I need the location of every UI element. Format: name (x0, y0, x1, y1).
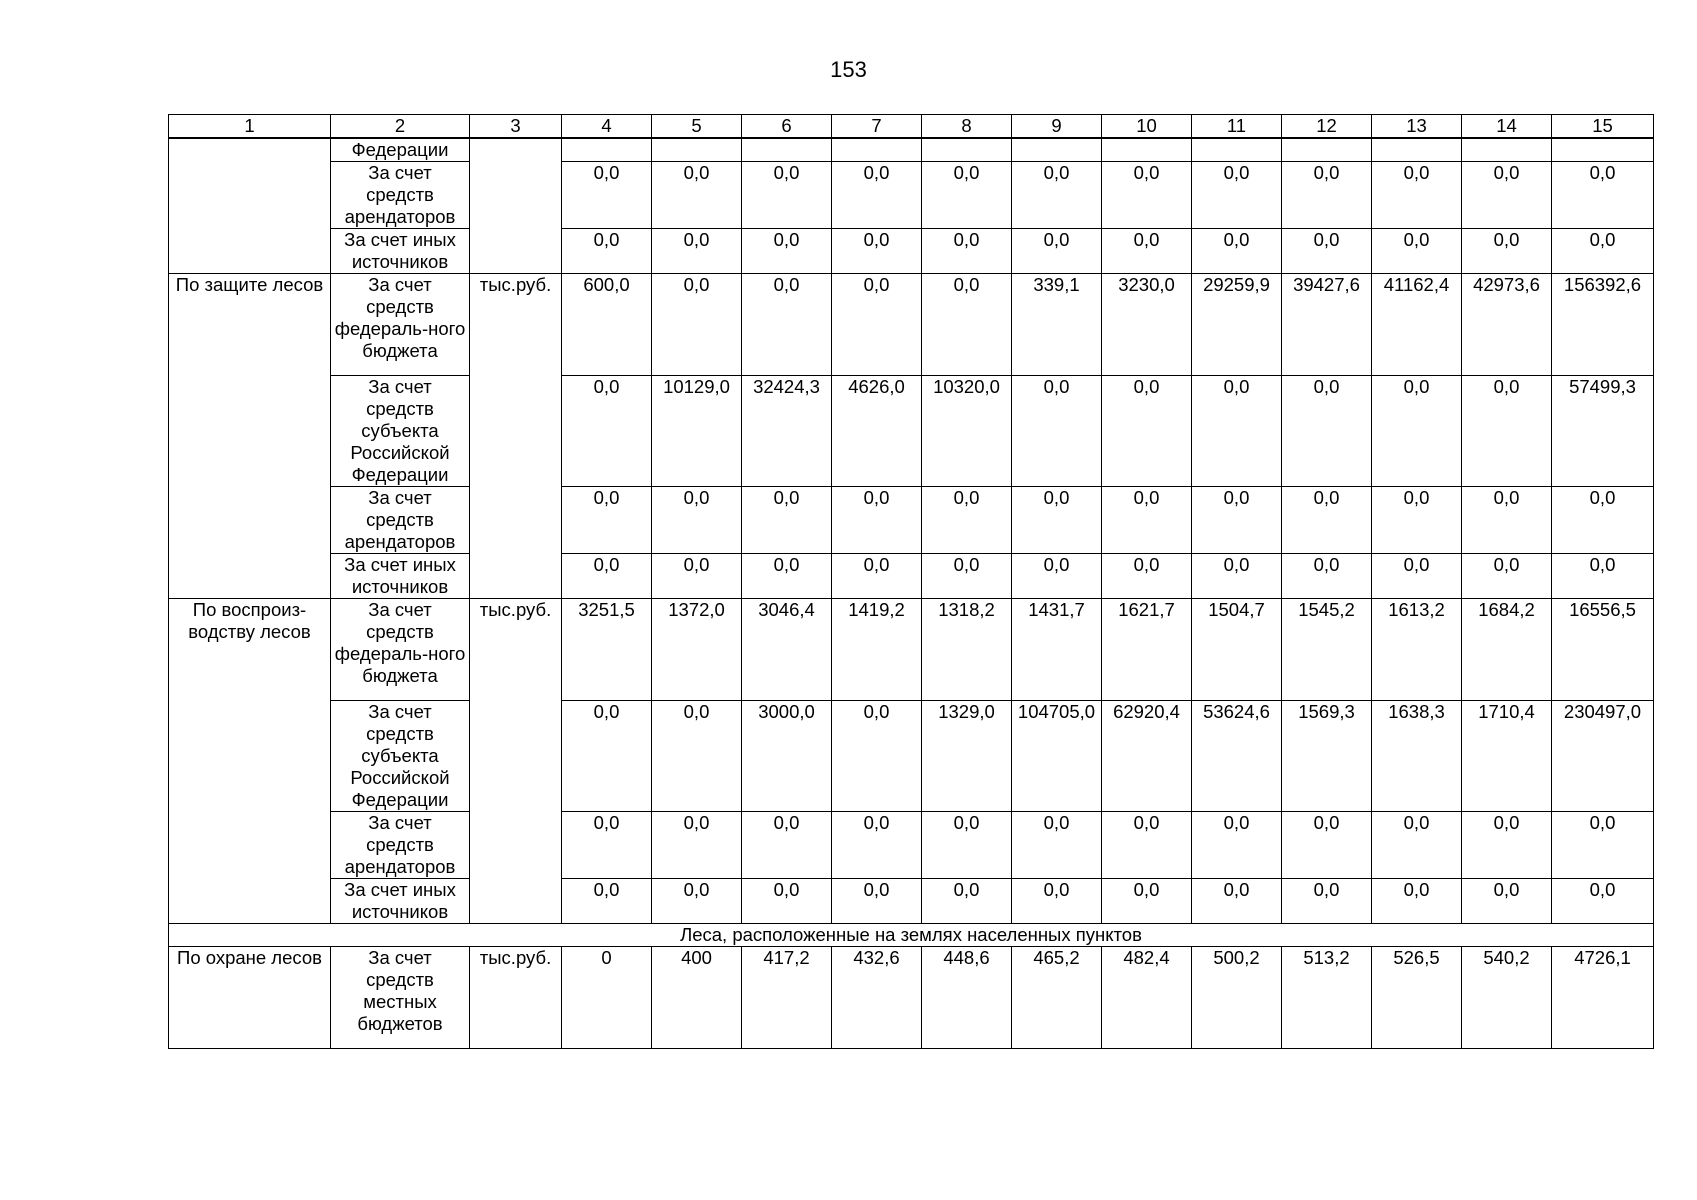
column-number-1: 1 (169, 115, 331, 139)
activity-cell: По охране лесов (169, 947, 331, 1049)
value-cell: 1613,2 (1372, 599, 1462, 701)
column-number-row (169, 115, 1654, 139)
value-cell: 0,0 (1282, 554, 1372, 599)
value-cell: 0,0 (1102, 376, 1192, 487)
value-cell: 482,4 (1102, 947, 1192, 1049)
funding-source-cell: За счет иных источников (331, 229, 470, 274)
unit-cell: тыс.руб. (470, 947, 562, 1049)
value-cell: 0,0 (742, 162, 832, 229)
value-cell: 0,0 (652, 162, 742, 229)
budget-table (168, 114, 1654, 1049)
table-row (169, 376, 1654, 487)
value-cell: 0,0 (1192, 812, 1282, 879)
funding-source-cell: За счет средств федераль-ного бюджета (331, 274, 470, 376)
value-cell: 1419,2 (832, 599, 922, 701)
funding-source-cell: За счет средств местных бюджетов (331, 947, 470, 1049)
value-cell: 104705,0 (1012, 701, 1102, 812)
value-cell: 0,0 (832, 701, 922, 812)
value-cell: 0,0 (1102, 229, 1192, 274)
value-cell: 3230,0 (1102, 274, 1192, 376)
value-cell: 1431,7 (1012, 599, 1102, 701)
value-cell: 0,0 (652, 554, 742, 599)
value-cell: 0,0 (1282, 487, 1372, 554)
funding-source-cell: За счет иных источников (331, 554, 470, 599)
value-cell: 0,0 (1192, 879, 1282, 924)
value-cell: 10320,0 (922, 376, 1012, 487)
value-cell (1192, 138, 1282, 162)
column-number-12: 12 (1282, 115, 1372, 139)
value-cell: 432,6 (832, 947, 922, 1049)
value-cell: 0,0 (742, 879, 832, 924)
value-cell: 0,0 (1192, 162, 1282, 229)
activity-cell (169, 138, 331, 274)
table-row (169, 162, 1654, 229)
funding-source-cell: За счет иных источников (331, 879, 470, 924)
value-cell: 0,0 (832, 162, 922, 229)
value-cell: 0,0 (1102, 879, 1192, 924)
value-cell: 448,6 (922, 947, 1012, 1049)
value-cell: 0,0 (742, 274, 832, 376)
value-cell: 0,0 (1552, 229, 1654, 274)
value-cell (1012, 138, 1102, 162)
value-cell: 0,0 (742, 229, 832, 274)
value-cell: 16556,5 (1552, 599, 1654, 701)
column-number-7: 7 (832, 115, 922, 139)
table-row (169, 812, 1654, 879)
value-cell: 42973,6 (1462, 274, 1552, 376)
funding-source-cell: За счет средств арендаторов (331, 812, 470, 879)
value-cell (1462, 138, 1552, 162)
value-cell: 0,0 (742, 487, 832, 554)
value-cell: 53624,6 (1192, 701, 1282, 812)
value-cell (1552, 138, 1654, 162)
value-cell: 526,5 (1372, 947, 1462, 1049)
value-cell: 600,0 (562, 274, 652, 376)
funding-source-cell: За счет средств арендаторов (331, 487, 470, 554)
column-number-4: 4 (562, 115, 652, 139)
value-cell: 0 (562, 947, 652, 1049)
value-cell: 0,0 (1462, 487, 1552, 554)
value-cell: 0,0 (1012, 879, 1102, 924)
value-cell: 0,0 (1192, 487, 1282, 554)
value-cell: 0,0 (832, 229, 922, 274)
value-cell: 0,0 (922, 229, 1012, 274)
value-cell (832, 138, 922, 162)
column-number-2: 2 (331, 115, 470, 139)
value-cell: 4626,0 (832, 376, 922, 487)
column-number-9: 9 (1012, 115, 1102, 139)
value-cell: 0,0 (1552, 162, 1654, 229)
value-cell: 513,2 (1282, 947, 1372, 1049)
value-cell: 0,0 (832, 812, 922, 879)
value-cell (1102, 138, 1192, 162)
value-cell: 0,0 (922, 274, 1012, 376)
value-cell: 0,0 (1282, 879, 1372, 924)
unit-cell: тыс.руб. (470, 599, 562, 924)
value-cell: 0,0 (1012, 229, 1102, 274)
value-cell: 0,0 (1102, 487, 1192, 554)
funding-source-cell: Федерации (331, 138, 470, 162)
value-cell: 0,0 (1282, 376, 1372, 487)
value-cell: 0,0 (1012, 812, 1102, 879)
value-cell: 3000,0 (742, 701, 832, 812)
value-cell: 0,0 (562, 701, 652, 812)
value-cell: 0,0 (1462, 812, 1552, 879)
table-row (169, 879, 1654, 924)
value-cell: 0,0 (562, 376, 652, 487)
funding-source-cell: За счет средств субъекта Российской Федерации (331, 376, 470, 487)
funding-source-cell: За счет средств федераль-ного бюджета (331, 599, 470, 701)
table-row (169, 229, 1654, 274)
value-cell: 0,0 (652, 879, 742, 924)
column-number-10: 10 (1102, 115, 1192, 139)
value-cell: 0,0 (652, 274, 742, 376)
value-cell: 0,0 (922, 879, 1012, 924)
value-cell: 29259,9 (1192, 274, 1282, 376)
value-cell: 0,0 (652, 812, 742, 879)
value-cell: 3251,5 (562, 599, 652, 701)
value-cell: 465,2 (1012, 947, 1102, 1049)
column-number-11: 11 (1192, 115, 1282, 139)
value-cell: 57499,3 (1552, 376, 1654, 487)
value-cell: 0,0 (1552, 554, 1654, 599)
value-cell: 0,0 (1462, 879, 1552, 924)
value-cell: 0,0 (562, 487, 652, 554)
value-cell: 0,0 (1102, 554, 1192, 599)
value-cell: 32424,3 (742, 376, 832, 487)
column-number-13: 13 (1372, 115, 1462, 139)
column-number-14: 14 (1462, 115, 1552, 139)
value-cell: 0,0 (1282, 812, 1372, 879)
value-cell: 0,0 (832, 879, 922, 924)
value-cell: 0,0 (922, 487, 1012, 554)
value-cell: 1621,7 (1102, 599, 1192, 701)
page-number: 153 (830, 57, 867, 82)
column-number-15: 15 (1552, 115, 1654, 139)
activity-cell: По защите лесов (169, 274, 331, 599)
value-cell: 10129,0 (652, 376, 742, 487)
value-cell: 0,0 (832, 274, 922, 376)
funding-source-cell: За счет средств субъекта Российской Федерации (331, 701, 470, 812)
column-number-8: 8 (922, 115, 1012, 139)
value-cell: 1569,3 (1282, 701, 1372, 812)
value-cell: 0,0 (652, 487, 742, 554)
value-cell: 0,0 (832, 554, 922, 599)
value-cell: 0,0 (742, 554, 832, 599)
table-row (169, 274, 1654, 376)
value-cell: 1504,7 (1192, 599, 1282, 701)
value-cell (562, 138, 652, 162)
value-cell (742, 138, 832, 162)
value-cell: 1684,2 (1462, 599, 1552, 701)
table-row (169, 554, 1654, 599)
value-cell: 0,0 (562, 879, 652, 924)
value-cell: 0,0 (832, 487, 922, 554)
value-cell: 540,2 (1462, 947, 1552, 1049)
value-cell: 0,0 (1372, 229, 1462, 274)
value-cell: 0,0 (652, 701, 742, 812)
value-cell: 0,0 (1012, 376, 1102, 487)
value-cell: 0,0 (1372, 376, 1462, 487)
section-row (169, 924, 1654, 947)
value-cell: 41162,4 (1372, 274, 1462, 376)
value-cell: 1329,0 (922, 701, 1012, 812)
section-title: Леса, расположенные на землях населенных пунктов (169, 924, 1654, 947)
value-cell: 0,0 (562, 554, 652, 599)
value-cell: 3046,4 (742, 599, 832, 701)
value-cell: 0,0 (1462, 376, 1552, 487)
value-cell: 0,0 (1192, 376, 1282, 487)
table-row (169, 138, 1654, 162)
value-cell: 0,0 (1372, 487, 1462, 554)
value-cell: 0,0 (1372, 812, 1462, 879)
value-cell: 1638,3 (1372, 701, 1462, 812)
value-cell: 0,0 (562, 162, 652, 229)
value-cell: 0,0 (1372, 554, 1462, 599)
value-cell: 0,0 (1552, 879, 1654, 924)
column-number-6: 6 (742, 115, 832, 139)
value-cell: 0,0 (1192, 229, 1282, 274)
value-cell: 0,0 (1282, 229, 1372, 274)
value-cell: 0,0 (1012, 487, 1102, 554)
value-cell: 0,0 (1102, 812, 1192, 879)
value-cell: 0,0 (1282, 162, 1372, 229)
value-cell: 0,0 (1372, 162, 1462, 229)
value-cell: 1545,2 (1282, 599, 1372, 701)
value-cell: 62920,4 (1102, 701, 1192, 812)
column-number-5: 5 (652, 115, 742, 139)
value-cell: 39427,6 (1282, 274, 1372, 376)
value-cell: 1372,0 (652, 599, 742, 701)
value-cell: 0,0 (1462, 554, 1552, 599)
value-cell: 0,0 (562, 229, 652, 274)
table-row (169, 947, 1654, 1049)
activity-cell: По воспроиз-водству лесов (169, 599, 331, 924)
value-cell (1282, 138, 1372, 162)
table-row (169, 599, 1654, 701)
value-cell (1372, 138, 1462, 162)
unit-cell (470, 138, 562, 274)
value-cell: 1710,4 (1462, 701, 1552, 812)
value-cell: 0,0 (922, 162, 1012, 229)
value-cell: 0,0 (1372, 879, 1462, 924)
value-cell: 500,2 (1192, 947, 1282, 1049)
value-cell: 0,0 (562, 812, 652, 879)
value-cell: 0,0 (1552, 812, 1654, 879)
value-cell: 417,2 (742, 947, 832, 1049)
value-cell (652, 138, 742, 162)
value-cell: 0,0 (1462, 162, 1552, 229)
unit-cell: тыс.руб. (470, 274, 562, 599)
value-cell: 4726,1 (1552, 947, 1654, 1049)
value-cell: 339,1 (1012, 274, 1102, 376)
column-number-3: 3 (470, 115, 562, 139)
value-cell: 0,0 (1462, 229, 1552, 274)
value-cell: 0,0 (922, 554, 1012, 599)
value-cell: 156392,6 (1552, 274, 1654, 376)
value-cell: 230497,0 (1552, 701, 1654, 812)
value-cell: 0,0 (1552, 487, 1654, 554)
table-row (169, 701, 1654, 812)
funding-source-cell: За счет средств арендаторов (331, 162, 470, 229)
value-cell: 0,0 (652, 229, 742, 274)
value-cell: 0,0 (742, 812, 832, 879)
table-row (169, 487, 1654, 554)
value-cell: 0,0 (1012, 554, 1102, 599)
value-cell (922, 138, 1012, 162)
value-cell: 0,0 (1012, 162, 1102, 229)
value-cell: 1318,2 (922, 599, 1012, 701)
value-cell: 0,0 (1102, 162, 1192, 229)
value-cell: 0,0 (1192, 554, 1282, 599)
value-cell: 0,0 (922, 812, 1012, 879)
value-cell: 400 (652, 947, 742, 1049)
